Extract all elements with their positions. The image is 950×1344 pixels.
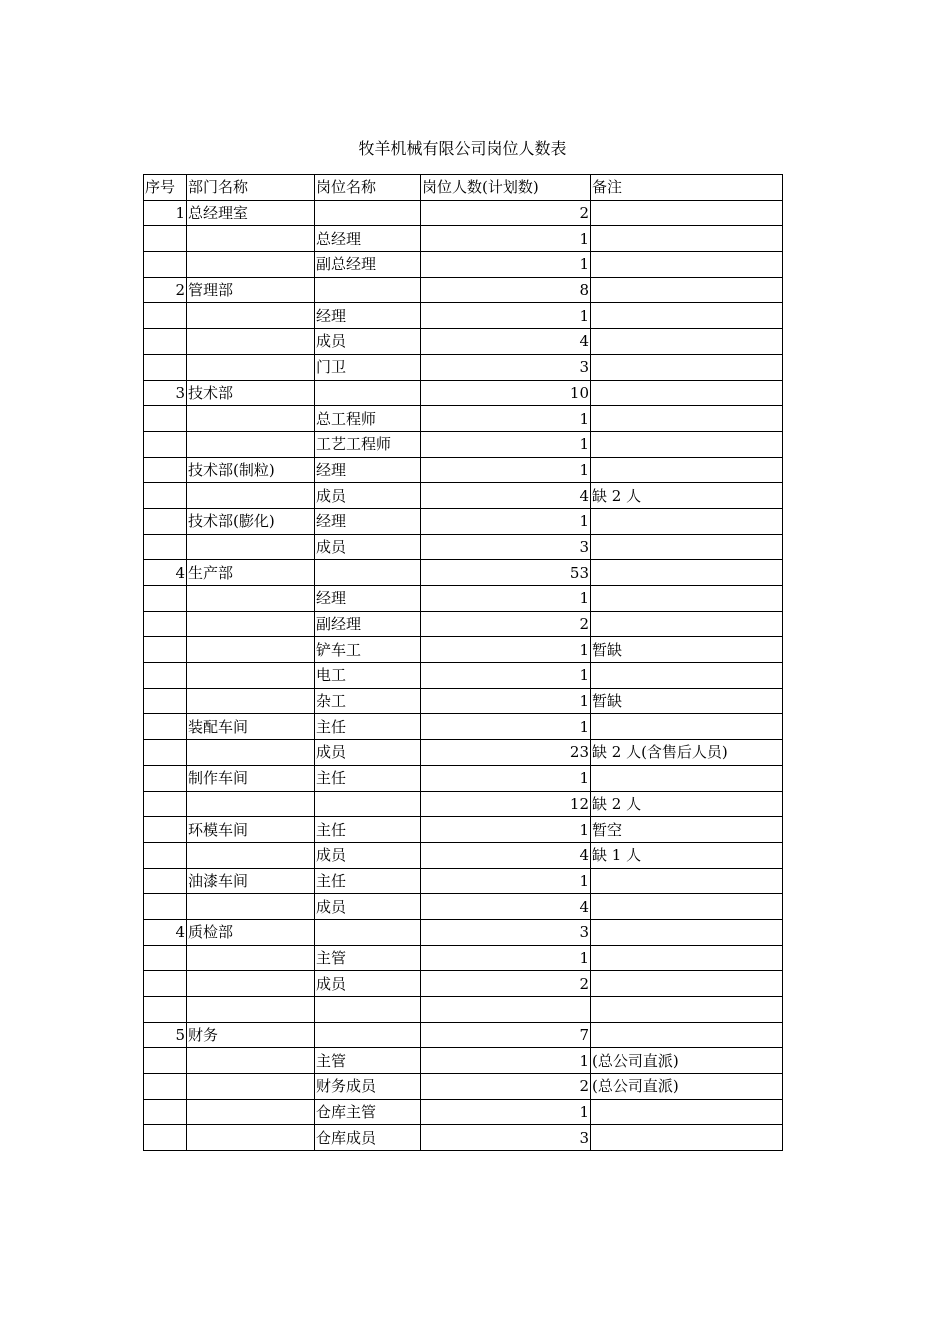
table-row	[144, 226, 783, 252]
table-row	[144, 740, 783, 766]
index-cell	[144, 534, 187, 560]
headcount-cell: 1	[421, 868, 591, 894]
headcount-cell: 2	[421, 1074, 591, 1100]
remarks-cell	[591, 919, 783, 945]
table-row	[144, 997, 783, 1023]
remarks-cell	[591, 200, 783, 226]
headcount-cell	[421, 997, 591, 1023]
index-cell	[144, 688, 187, 714]
headcount-cell: 4	[421, 329, 591, 355]
department-cell	[187, 894, 315, 920]
index-cell	[144, 971, 187, 997]
table-row	[144, 611, 783, 637]
remarks-cell	[591, 1099, 783, 1125]
headcount-cell: 53	[421, 560, 591, 586]
remarks-cell	[591, 329, 783, 355]
index-cell: 5	[144, 1022, 187, 1048]
position-cell: 门卫	[315, 354, 421, 380]
position-cell: 财务成员	[315, 1074, 421, 1100]
header-cell-position: 岗位名称	[315, 175, 421, 201]
headcount-cell: 3	[421, 1125, 591, 1151]
position-cell	[315, 919, 421, 945]
table-row	[144, 663, 783, 689]
index-cell	[144, 303, 187, 329]
position-cell	[315, 380, 421, 406]
headcount-cell: 8	[421, 277, 591, 303]
index-cell	[144, 663, 187, 689]
position-cell: 主管	[315, 1048, 421, 1074]
position-cell: 成员	[315, 534, 421, 560]
department-cell	[187, 945, 315, 971]
headcount-cell: 1	[421, 1099, 591, 1125]
department-cell: 环模车间	[187, 817, 315, 843]
remarks-cell: 缺 2 人(含售后人员)	[591, 740, 783, 766]
table-row	[144, 765, 783, 791]
headcount-cell: 12	[421, 791, 591, 817]
headcount-cell: 3	[421, 534, 591, 560]
department-cell: 生产部	[187, 560, 315, 586]
staffing-table	[143, 174, 783, 1151]
position-cell: 仓库成员	[315, 1125, 421, 1151]
position-cell: 工艺工程师	[315, 431, 421, 457]
department-cell	[187, 534, 315, 560]
table-row	[144, 868, 783, 894]
index-cell: 4	[144, 919, 187, 945]
headcount-cell: 23	[421, 740, 591, 766]
department-cell	[187, 740, 315, 766]
headcount-cell: 1	[421, 508, 591, 534]
index-cell	[144, 508, 187, 534]
table-row	[144, 688, 783, 714]
department-cell	[187, 1074, 315, 1100]
department-cell	[187, 842, 315, 868]
position-cell: 成员	[315, 971, 421, 997]
headcount-cell: 2	[421, 200, 591, 226]
remarks-cell: 缺 2 人	[591, 483, 783, 509]
headcount-cell: 1	[421, 817, 591, 843]
position-cell: 经理	[315, 508, 421, 534]
department-cell	[187, 1048, 315, 1074]
department-cell: 制作车间	[187, 765, 315, 791]
header-cell-headcount: 岗位人数(计划数)	[421, 175, 591, 201]
remarks-cell	[591, 354, 783, 380]
headcount-cell: 1	[421, 406, 591, 432]
remarks-cell	[591, 431, 783, 457]
headcount-cell: 1	[421, 586, 591, 612]
index-cell	[144, 329, 187, 355]
table-row	[144, 483, 783, 509]
remarks-cell	[591, 457, 783, 483]
department-cell	[187, 688, 315, 714]
position-cell	[315, 200, 421, 226]
table-row	[144, 817, 783, 843]
index-cell	[144, 765, 187, 791]
department-cell	[187, 791, 315, 817]
index-cell	[144, 431, 187, 457]
table-row	[144, 971, 783, 997]
position-cell	[315, 560, 421, 586]
table-row	[144, 329, 783, 355]
position-cell	[315, 791, 421, 817]
table-row	[144, 1074, 783, 1100]
table-row	[144, 1125, 783, 1151]
position-cell	[315, 1022, 421, 1048]
position-cell: 主任	[315, 868, 421, 894]
index-cell	[144, 740, 187, 766]
position-cell: 仓库主管	[315, 1099, 421, 1125]
table-row	[144, 277, 783, 303]
department-cell	[187, 586, 315, 612]
department-cell	[187, 483, 315, 509]
index-cell	[144, 226, 187, 252]
remarks-cell	[591, 663, 783, 689]
department-cell: 技术部(膨化)	[187, 508, 315, 534]
department-cell	[187, 1099, 315, 1125]
headcount-cell: 2	[421, 971, 591, 997]
table-row	[144, 457, 783, 483]
index-cell	[144, 611, 187, 637]
table-row	[144, 508, 783, 534]
index-cell: 2	[144, 277, 187, 303]
remarks-cell	[591, 945, 783, 971]
index-cell	[144, 586, 187, 612]
department-cell: 管理部	[187, 277, 315, 303]
remarks-cell: 暂缺	[591, 688, 783, 714]
index-cell: 3	[144, 380, 187, 406]
remarks-cell	[591, 586, 783, 612]
headcount-cell: 1	[421, 688, 591, 714]
department-cell	[187, 303, 315, 329]
position-cell: 杂工	[315, 688, 421, 714]
department-cell: 财务	[187, 1022, 315, 1048]
headcount-cell: 1	[421, 431, 591, 457]
index-cell	[144, 868, 187, 894]
remarks-cell	[591, 534, 783, 560]
department-cell: 装配车间	[187, 714, 315, 740]
remarks-cell	[591, 868, 783, 894]
table-row	[144, 200, 783, 226]
department-cell	[187, 329, 315, 355]
index-cell	[144, 1099, 187, 1125]
department-cell: 技术部(制粒)	[187, 457, 315, 483]
department-cell	[187, 226, 315, 252]
position-cell: 成员	[315, 483, 421, 509]
index-cell	[144, 406, 187, 432]
table-row	[144, 380, 783, 406]
header-cell-remarks: 备注	[591, 175, 783, 201]
index-cell	[144, 637, 187, 663]
index-cell	[144, 997, 187, 1023]
headcount-cell: 2	[421, 611, 591, 637]
table-row	[144, 1048, 783, 1074]
position-cell: 主任	[315, 714, 421, 740]
remarks-cell: (总公司直派)	[591, 1048, 783, 1074]
table-row	[144, 560, 783, 586]
table-row	[144, 354, 783, 380]
position-cell: 成员	[315, 329, 421, 355]
department-cell	[187, 252, 315, 278]
header-row	[144, 175, 783, 201]
headcount-cell: 10	[421, 380, 591, 406]
index-cell	[144, 483, 187, 509]
remarks-cell	[591, 971, 783, 997]
remarks-cell	[591, 997, 783, 1023]
remarks-cell	[591, 226, 783, 252]
headcount-cell: 1	[421, 765, 591, 791]
position-cell: 经理	[315, 457, 421, 483]
position-cell: 经理	[315, 303, 421, 329]
headcount-cell: 1	[421, 945, 591, 971]
position-cell: 副总经理	[315, 252, 421, 278]
remarks-cell	[591, 714, 783, 740]
department-cell	[187, 663, 315, 689]
index-cell	[144, 945, 187, 971]
remarks-cell	[591, 406, 783, 432]
index-cell	[144, 714, 187, 740]
table-row	[144, 1022, 783, 1048]
department-cell: 油漆车间	[187, 868, 315, 894]
headcount-cell: 1	[421, 303, 591, 329]
index-cell	[144, 817, 187, 843]
remarks-cell	[591, 560, 783, 586]
position-cell: 电工	[315, 663, 421, 689]
remarks-cell	[591, 611, 783, 637]
department-cell: 技术部	[187, 380, 315, 406]
headcount-cell: 1	[421, 457, 591, 483]
remarks-cell	[591, 380, 783, 406]
index-cell: 1	[144, 200, 187, 226]
headcount-cell: 1	[421, 714, 591, 740]
headcount-cell: 1	[421, 252, 591, 278]
position-cell: 成员	[315, 740, 421, 766]
remarks-cell	[591, 508, 783, 534]
department-cell	[187, 406, 315, 432]
table-row	[144, 406, 783, 432]
remarks-cell: 缺 2 人	[591, 791, 783, 817]
index-cell	[144, 252, 187, 278]
department-cell	[187, 637, 315, 663]
remarks-cell: 暂空	[591, 817, 783, 843]
headcount-cell: 1	[421, 1048, 591, 1074]
page-title: 牧羊机械有限公司岗位人数表	[358, 139, 567, 158]
position-cell	[315, 997, 421, 1023]
table-row	[144, 714, 783, 740]
department-cell: 质检部	[187, 919, 315, 945]
department-cell	[187, 1125, 315, 1151]
department-cell	[187, 354, 315, 380]
headcount-cell: 4	[421, 483, 591, 509]
table-row	[144, 637, 783, 663]
remarks-cell	[591, 894, 783, 920]
position-cell: 主管	[315, 945, 421, 971]
headcount-cell: 1	[421, 226, 591, 252]
remarks-cell	[591, 303, 783, 329]
remarks-cell	[591, 252, 783, 278]
table-row	[144, 945, 783, 971]
header-cell-department: 部门名称	[187, 175, 315, 201]
table-row	[144, 894, 783, 920]
position-cell: 总工程师	[315, 406, 421, 432]
headcount-cell: 4	[421, 842, 591, 868]
position-cell: 成员	[315, 894, 421, 920]
department-cell	[187, 611, 315, 637]
index-cell	[144, 1074, 187, 1100]
department-cell	[187, 431, 315, 457]
department-cell	[187, 997, 315, 1023]
index-cell	[144, 457, 187, 483]
position-cell: 成员	[315, 842, 421, 868]
table-row	[144, 431, 783, 457]
department-cell	[187, 971, 315, 997]
headcount-cell: 1	[421, 663, 591, 689]
position-cell: 副经理	[315, 611, 421, 637]
table-row	[144, 586, 783, 612]
table-row	[144, 534, 783, 560]
index-cell	[144, 842, 187, 868]
remarks-cell	[591, 1022, 783, 1048]
headcount-cell: 1	[421, 637, 591, 663]
position-cell: 经理	[315, 586, 421, 612]
remarks-cell: (总公司直派)	[591, 1074, 783, 1100]
index-cell	[144, 1125, 187, 1151]
position-cell: 铲车工	[315, 637, 421, 663]
headcount-cell: 3	[421, 919, 591, 945]
index-cell	[144, 894, 187, 920]
headcount-cell: 4	[421, 894, 591, 920]
index-cell	[144, 1048, 187, 1074]
position-cell	[315, 277, 421, 303]
headcount-cell: 7	[421, 1022, 591, 1048]
index-cell: 4	[144, 560, 187, 586]
remarks-cell	[591, 1125, 783, 1151]
position-cell: 主任	[315, 765, 421, 791]
remarks-cell	[591, 765, 783, 791]
remarks-cell: 缺 1 人	[591, 842, 783, 868]
position-cell: 主任	[315, 817, 421, 843]
remarks-cell: 暂缺	[591, 637, 783, 663]
department-cell: 总经理室	[187, 200, 315, 226]
table-row	[144, 1099, 783, 1125]
table-row	[144, 919, 783, 945]
table-row	[144, 303, 783, 329]
index-cell	[144, 791, 187, 817]
header-cell-index: 序号	[144, 175, 187, 201]
table-row	[144, 252, 783, 278]
headcount-cell: 3	[421, 354, 591, 380]
index-cell	[144, 354, 187, 380]
table-row	[144, 842, 783, 868]
table-row	[144, 791, 783, 817]
remarks-cell	[591, 277, 783, 303]
position-cell: 总经理	[315, 226, 421, 252]
